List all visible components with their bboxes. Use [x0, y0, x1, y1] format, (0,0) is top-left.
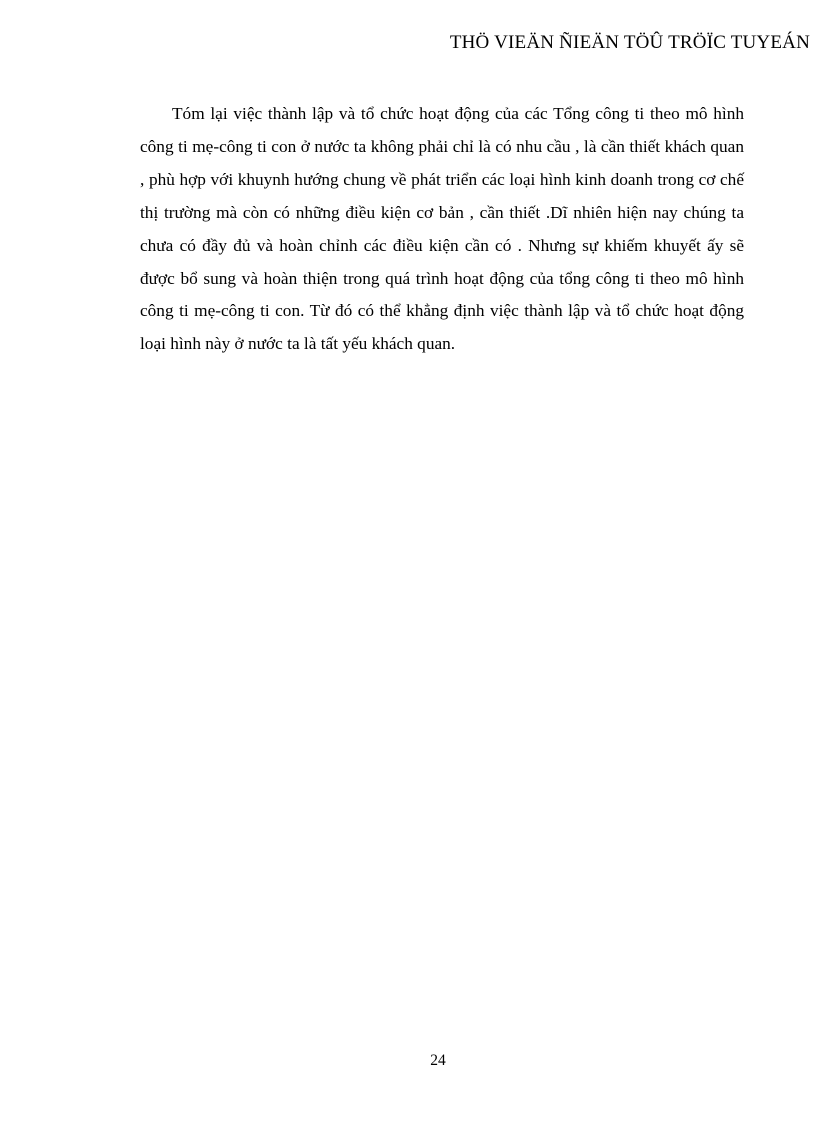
body-paragraph: Tóm lại việc thành lập và tổ chức hoạt động của các Tổng công ti theo mô hình công ti mẹ-công ti con ở nước ta không phải chỉ là có nhu cầu , là cần thiết khách quan , phù hợp với khuynh hướng chung về phát triển các loại hình kinh doanh trong cơ chế thị trường mà còn có những điều kiện cơ bản , cần thiết .Dĩ nhiên hiện nay chúng ta chưa có đầy đủ và hoàn chỉnh các điều kiện cần có . Nhưng sự khiếm khuyết ấy sẽ được bổ sung và hoàn thiện trong quá trình hoạt động của tổng công ti theo mô hình công ti mẹ-công ti con. Từ đó có thể khẳng định việc thành lập và tổ chức hoạt động loại hình này ở nước ta là tất yếu khách quan. — [140, 104, 744, 354]
running-header: THÖ VIEÄN ÑIEÄN TÖÛ TRÖÏC TUYEÁN — [449, 32, 810, 53]
page-number: 24 — [430, 1052, 446, 1069]
